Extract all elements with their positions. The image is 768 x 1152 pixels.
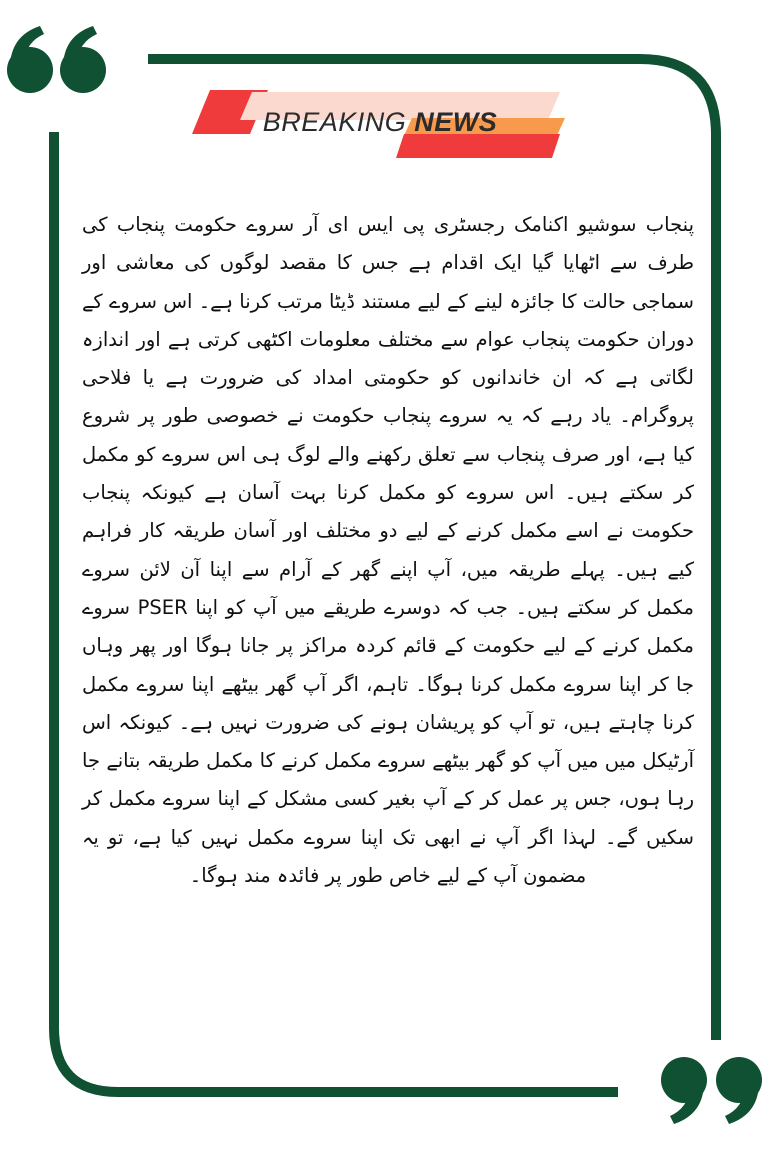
banner-title — [190, 86, 570, 158]
banner-word-news: NEWS — [414, 106, 498, 137]
open-quote-icon — [7, 26, 106, 93]
close-quote-icon — [661, 1057, 762, 1124]
breaking-news-banner — [190, 86, 570, 158]
article-body: پنجاب سوشیو اکنامک رجسٹری پی ایس ای آر سروے حکومت پنجاب کی طرف سے اٹھایا گیا ایک اقدام ہے جس کا مقصد لوگوں کی معاشی اور سماجی حالت کا جائزہ لینے کے لیے مستند ڈیٹا مرتب کرنا ہے۔ اس سروے کے دوران حکومت پنجاب عوام سے مختلف معلومات اکٹھی کرتی ہے اور اندازہ لگاتی ہے کہ ان خاندانوں کو حکومتی امداد کی ضرورت ہے یا فلاحی پروگرام۔ یاد رہے کہ یہ سروے پنجاب حکومت نے خصوصی طور پر شروع کیا ہے، اور صرف پنجاب سے تعلق رکھنے والے لوگ ہی اس سروے کو مکمل کر سکتے ہیں۔ اس سروے کو مکمل کرنا بہت آسان ہے کیونکہ پنجاب حکومت نے اسے مکمل کرنے کے لیے دو مختلف اور آسان طریقہ کار فراہم کیے ہیں۔ پہلے طریقہ میں، آپ اپنے گھر کے آرام سے اپنا آن لائن سروے مکمل کر سکتے ہیں۔ جب کہ دوسرے طریقے میں آپ کو اپنا PSER سروے مکمل کرنے کے لیے حکومت کے قائم کردہ مراکز پر جانا ہوگا اور پھر وہاں جا کر اپنا سروے مکمل کرنا ہوگا۔ تاہم، اگر آپ گھر بیٹھے اپنا سروے مکمل کرنا چاہتے ہیں، تو آپ کو پریشان ہونے کی ضرورت نہیں ہے۔ کیونکہ اس آرٹیکل میں میں آپ کو گھر بیٹھے سروے مکمل کرنے کا مکمل طریقہ بتانے جا رہا ہوں، جس پر عمل کر کے آپ بغیر کسی مشکل کے اپنا سروے مکمل کر سکیں گے۔ لہذا اگر آپ نے ابھی تک اپنا سروے مکمل نہیں کیا ہے، تو یہ مضمون آپ کے لیے خاص طور پر فائدہ مند ہوگا۔ — [82, 213, 695, 888]
banner-word-breaking: BREAKING — [262, 106, 407, 137]
